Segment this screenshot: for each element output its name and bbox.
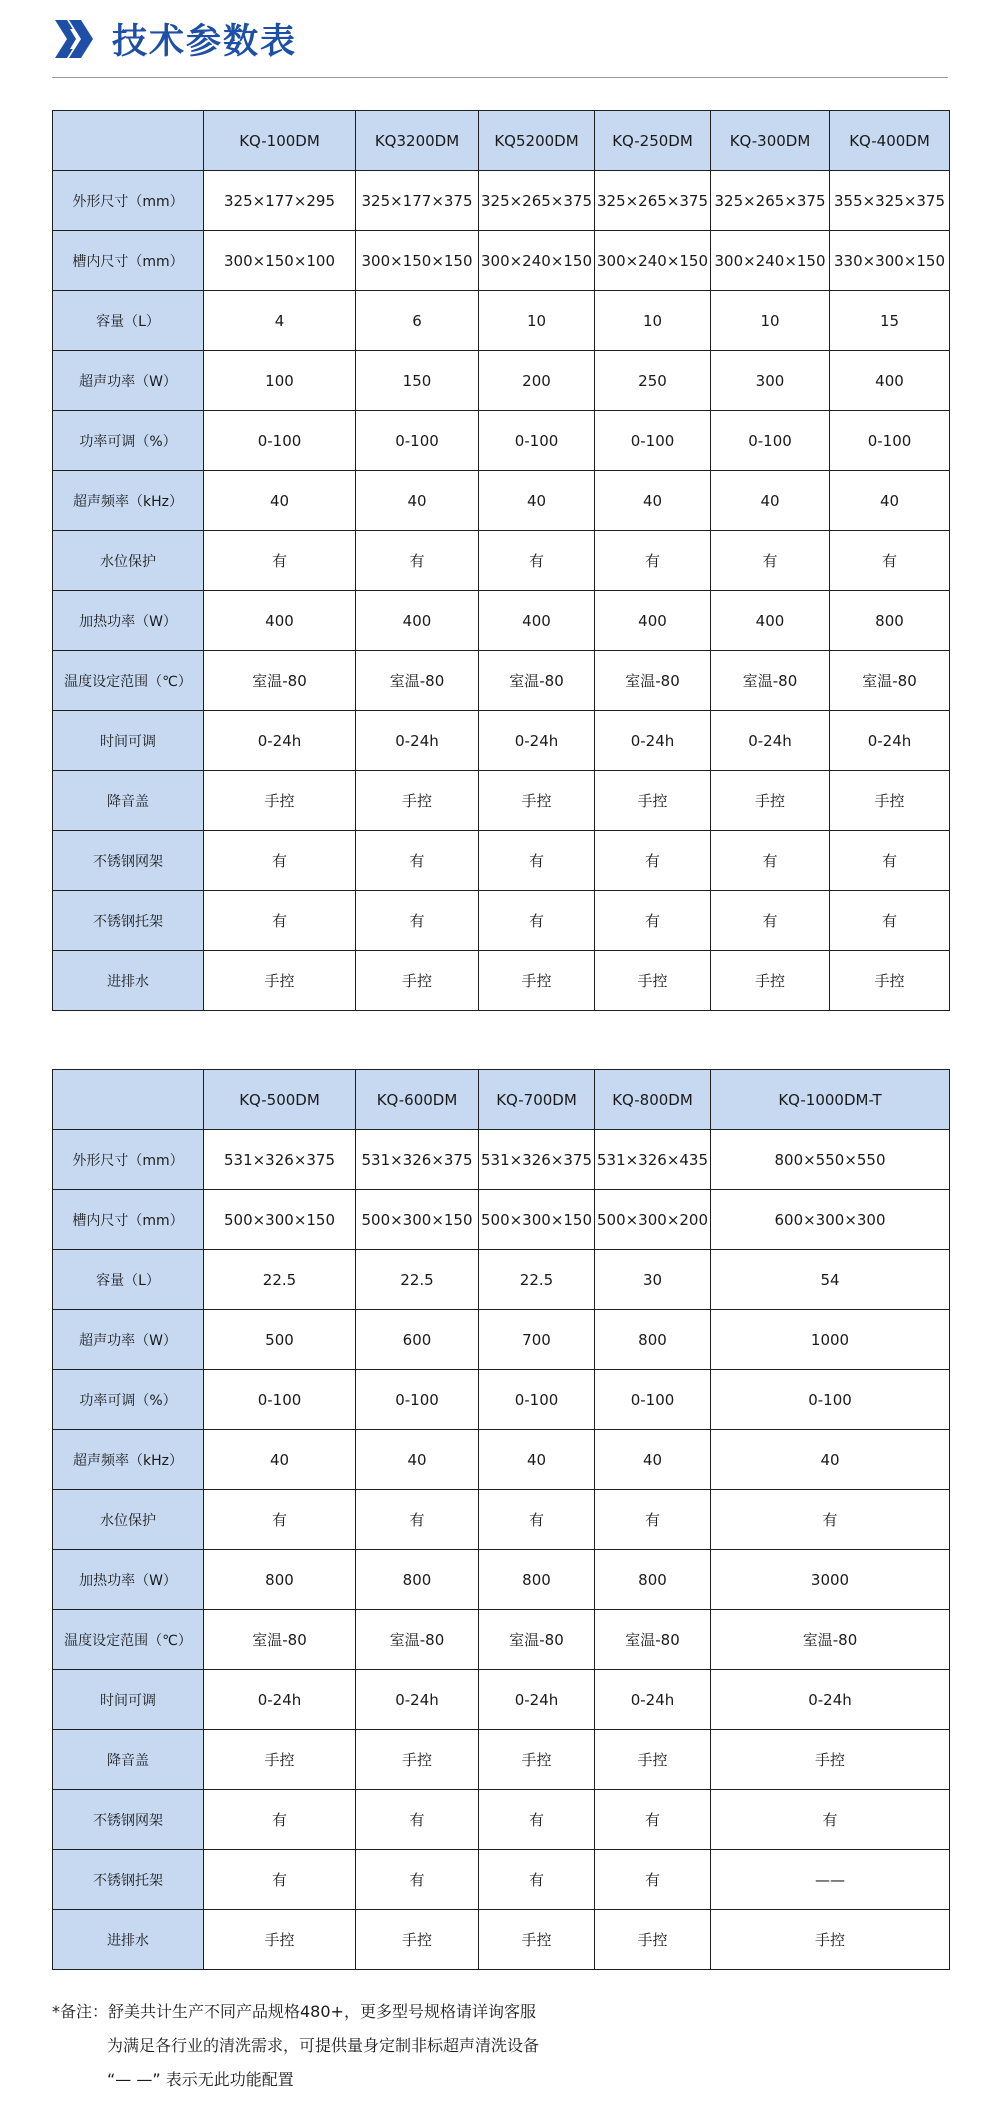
value-cell: 有 (356, 831, 479, 891)
row-label-cell: 温度设定范围（℃） (53, 1610, 204, 1670)
table-row (53, 411, 950, 471)
row-label-cell: 时间可调 (53, 711, 204, 771)
value-cell: 15 (830, 291, 950, 351)
value-cell: 531×326×435 (595, 1130, 711, 1190)
value-cell: 500×300×150 (204, 1190, 356, 1250)
value-cell: 有 (711, 891, 830, 951)
row-label-cell: 容量（L） (53, 291, 204, 351)
value-cell: 手控 (595, 1910, 711, 1970)
value-cell: 手控 (356, 1910, 479, 1970)
value-cell: 4 (204, 291, 356, 351)
value-cell: 3000 (711, 1550, 950, 1610)
value-cell: 22.5 (356, 1250, 479, 1310)
value-cell: 300×240×150 (479, 231, 595, 291)
row-label-cell: 超声频率（kHz） (53, 1430, 204, 1490)
value-cell: 0-24h (711, 1670, 950, 1730)
value-cell: 手控 (204, 1730, 356, 1790)
corner-cell (53, 1070, 204, 1130)
row-label-cell: 超声频率（kHz） (53, 471, 204, 531)
value-cell: 0-24h (204, 711, 356, 771)
model-header-cell: KQ-1000DM-T (711, 1070, 950, 1130)
value-cell: 700 (479, 1310, 595, 1370)
value-cell: 200 (479, 351, 595, 411)
value-cell: 0-24h (595, 711, 711, 771)
value-cell: 有 (356, 891, 479, 951)
value-cell: 400 (356, 591, 479, 651)
table-row (53, 231, 950, 291)
model-header-cell: KQ5200DM (479, 111, 595, 171)
value-cell: 150 (356, 351, 479, 411)
value-cell: 6 (356, 291, 479, 351)
value-cell: 有 (356, 531, 479, 591)
value-cell: 10 (595, 291, 711, 351)
value-cell: 531×326×375 (356, 1130, 479, 1190)
value-cell: 室温-80 (595, 651, 711, 711)
value-cell: 有 (711, 1790, 950, 1850)
value-cell: 500 (204, 1310, 356, 1370)
value-cell: 0-100 (356, 1370, 479, 1430)
model-header-cell: KQ-500DM (204, 1070, 356, 1130)
value-cell: 1000 (711, 1310, 950, 1370)
row-label-cell: 容量（L） (53, 1250, 204, 1310)
value-cell: 手控 (204, 771, 356, 831)
value-cell: 有 (356, 1790, 479, 1850)
value-cell: 室温-80 (830, 651, 950, 711)
row-label-cell: 时间可调 (53, 1670, 204, 1730)
value-cell: 40 (204, 1430, 356, 1490)
double-chevron-right-icon (52, 17, 96, 61)
value-cell: 手控 (479, 1730, 595, 1790)
value-cell: 800 (595, 1310, 711, 1370)
value-cell: 0-24h (830, 711, 950, 771)
value-cell: 355×325×375 (830, 171, 950, 231)
value-cell: 有 (479, 891, 595, 951)
value-cell: 手控 (830, 951, 950, 1011)
value-cell: 有 (479, 1790, 595, 1850)
value-cell: 325×177×375 (356, 171, 479, 231)
value-cell: 有 (711, 531, 830, 591)
value-cell: 40 (204, 471, 356, 531)
table-row (53, 1190, 950, 1250)
value-cell: 有 (479, 1850, 595, 1910)
table-row (53, 1430, 950, 1490)
value-cell: 室温-80 (204, 1610, 356, 1670)
value-cell: 0-24h (204, 1670, 356, 1730)
value-cell: 有 (479, 531, 595, 591)
value-cell: 325×265×375 (595, 171, 711, 231)
spec-table-1 (52, 110, 950, 1011)
value-cell: 有 (711, 1490, 950, 1550)
value-cell: 40 (356, 1430, 479, 1490)
value-cell: 手控 (711, 1910, 950, 1970)
row-label-cell: 槽内尺寸（mm） (53, 1190, 204, 1250)
model-header-cell: KQ-250DM (595, 111, 711, 171)
model-header-cell: KQ-100DM (204, 111, 356, 171)
value-cell: 手控 (711, 771, 830, 831)
value-cell: 有 (595, 1850, 711, 1910)
value-cell: 0-24h (356, 1670, 479, 1730)
model-header-cell: KQ-300DM (711, 111, 830, 171)
row-label-cell: 超声功率（W） (53, 351, 204, 411)
value-cell: —— (711, 1850, 950, 1910)
value-cell: 0-24h (479, 1670, 595, 1730)
value-cell: 800 (356, 1550, 479, 1610)
value-cell: 400 (595, 591, 711, 651)
value-cell: 手控 (356, 1730, 479, 1790)
table-row (53, 1610, 950, 1670)
value-cell: 531×326×375 (479, 1130, 595, 1190)
model-header-cell: KQ-700DM (479, 1070, 595, 1130)
table-row (53, 1910, 950, 1970)
table-row (53, 1490, 950, 1550)
value-cell: 400 (830, 351, 950, 411)
value-cell: 手控 (479, 771, 595, 831)
value-cell: 0-100 (204, 1370, 356, 1430)
value-cell: 800 (595, 1550, 711, 1610)
value-cell: 325×265×375 (711, 171, 830, 231)
value-cell: 10 (711, 291, 830, 351)
value-cell: 0-24h (595, 1670, 711, 1730)
row-label-cell: 温度设定范围（℃） (53, 651, 204, 711)
value-cell: 室温-80 (356, 1610, 479, 1670)
value-cell: 800 (204, 1550, 356, 1610)
value-cell: 30 (595, 1250, 711, 1310)
table-row (53, 531, 950, 591)
value-cell: 手控 (204, 951, 356, 1011)
table-row (53, 1730, 950, 1790)
value-cell: 室温-80 (479, 1610, 595, 1670)
table-row (53, 1790, 950, 1850)
table-row (53, 351, 950, 411)
value-cell: 40 (595, 471, 711, 531)
value-cell: 40 (830, 471, 950, 531)
table-row (53, 1670, 950, 1730)
value-cell: 0-100 (595, 411, 711, 471)
row-label-cell: 降音盖 (53, 771, 204, 831)
footnote-line: 为满足各行业的清洗需求，可提供量身定制非标超声清洗设备 (107, 2036, 540, 2055)
value-cell: 有 (595, 831, 711, 891)
value-cell: 325×265×375 (479, 171, 595, 231)
value-cell: 40 (479, 471, 595, 531)
value-cell: 300×240×150 (595, 231, 711, 291)
header-row (53, 111, 950, 171)
value-cell: 室温-80 (479, 651, 595, 711)
row-label-cell: 外形尺寸（mm） (53, 1130, 204, 1190)
value-cell: 22.5 (204, 1250, 356, 1310)
value-cell: 325×177×295 (204, 171, 356, 231)
value-cell: 100 (204, 351, 356, 411)
value-cell: 有 (204, 1850, 356, 1910)
value-cell: 0-100 (711, 1370, 950, 1430)
value-cell: 有 (204, 531, 356, 591)
value-cell: 手控 (356, 951, 479, 1011)
value-cell: 有 (830, 831, 950, 891)
value-cell: 手控 (356, 771, 479, 831)
value-cell: 40 (479, 1430, 595, 1490)
value-cell: 0-100 (204, 411, 356, 471)
value-cell: 手控 (711, 951, 830, 1011)
value-cell: 500×300×200 (595, 1190, 711, 1250)
value-cell: 有 (830, 891, 950, 951)
footnote-line: “— —” 表示无此功能配置 (107, 2070, 294, 2089)
value-cell: 有 (356, 1850, 479, 1910)
value-cell: 手控 (595, 951, 711, 1011)
model-header-cell: KQ-400DM (830, 111, 950, 171)
value-cell: 40 (595, 1430, 711, 1490)
value-cell: 有 (204, 1490, 356, 1550)
table-row (53, 831, 950, 891)
value-cell: 0-100 (479, 1370, 595, 1430)
value-cell: 600×300×300 (711, 1190, 950, 1250)
value-cell: 800 (479, 1550, 595, 1610)
table-row (53, 711, 950, 771)
value-cell: 室温-80 (711, 1610, 950, 1670)
table-row (53, 1130, 950, 1190)
value-cell: 手控 (711, 1730, 950, 1790)
value-cell: 手控 (595, 771, 711, 831)
value-cell: 22.5 (479, 1250, 595, 1310)
value-cell: 400 (204, 591, 356, 651)
value-cell: 0-100 (595, 1370, 711, 1430)
table-row (53, 1850, 950, 1910)
value-cell: 500×300×150 (356, 1190, 479, 1250)
row-label-cell: 不锈钢托架 (53, 891, 204, 951)
value-cell: 250 (595, 351, 711, 411)
value-cell: 400 (479, 591, 595, 651)
table-row (53, 471, 950, 531)
value-cell: 40 (711, 1430, 950, 1490)
value-cell: 400 (711, 591, 830, 651)
value-cell: 室温-80 (595, 1610, 711, 1670)
value-cell: 800 (830, 591, 950, 651)
value-cell: 10 (479, 291, 595, 351)
value-cell: 有 (595, 1490, 711, 1550)
model-header-cell: KQ-800DM (595, 1070, 711, 1130)
row-label-cell: 水位保护 (53, 1490, 204, 1550)
row-label-cell: 不锈钢网架 (53, 831, 204, 891)
value-cell: 300×150×100 (204, 231, 356, 291)
table-row (53, 591, 950, 651)
page-header (52, 14, 297, 64)
value-cell: 500×300×150 (479, 1190, 595, 1250)
table-row (53, 951, 950, 1011)
row-label-cell: 加热功率（W） (53, 1550, 204, 1610)
value-cell: 手控 (595, 1730, 711, 1790)
value-cell: 手控 (479, 1910, 595, 1970)
value-cell: 有 (595, 531, 711, 591)
value-cell: 0-100 (356, 411, 479, 471)
table-row (53, 291, 950, 351)
value-cell: 300×150×150 (356, 231, 479, 291)
value-cell: 531×326×375 (204, 1130, 356, 1190)
spec-table-2 (52, 1069, 950, 1970)
row-label-cell: 进排水 (53, 1910, 204, 1970)
row-label-cell: 降音盖 (53, 1730, 204, 1790)
value-cell: 0-24h (711, 711, 830, 771)
row-label-cell: 超声功率（W） (53, 1310, 204, 1370)
value-cell: 600 (356, 1310, 479, 1370)
value-cell: 手控 (204, 1910, 356, 1970)
row-label-cell: 进排水 (53, 951, 204, 1011)
row-label-cell: 外形尺寸（mm） (53, 171, 204, 231)
value-cell: 有 (595, 891, 711, 951)
row-label-cell: 不锈钢网架 (53, 1790, 204, 1850)
value-cell: 0-100 (479, 411, 595, 471)
value-cell: 有 (204, 1790, 356, 1850)
value-cell: 0-24h (356, 711, 479, 771)
model-header-cell: KQ-600DM (356, 1070, 479, 1130)
value-cell: 54 (711, 1250, 950, 1310)
row-label-cell: 功率可调（%） (53, 1370, 204, 1430)
value-cell: 330×300×150 (830, 231, 950, 291)
table-row (53, 1550, 950, 1610)
value-cell: 300 (711, 351, 830, 411)
table-row (53, 1310, 950, 1370)
value-cell: 有 (204, 891, 356, 951)
value-cell: 有 (204, 831, 356, 891)
value-cell: 300×240×150 (711, 231, 830, 291)
header-row (53, 1070, 950, 1130)
value-cell: 室温-80 (711, 651, 830, 711)
row-label-cell: 不锈钢托架 (53, 1850, 204, 1910)
value-cell: 800×550×550 (711, 1130, 950, 1190)
value-cell: 有 (711, 831, 830, 891)
value-cell: 室温-80 (356, 651, 479, 711)
value-cell: 有 (595, 1790, 711, 1850)
corner-cell (53, 111, 204, 171)
value-cell: 手控 (479, 951, 595, 1011)
table-row (53, 651, 950, 711)
value-cell: 有 (830, 531, 950, 591)
row-label-cell: 加热功率（W） (53, 591, 204, 651)
value-cell: 有 (479, 1490, 595, 1550)
value-cell: 0-100 (711, 411, 830, 471)
table-row (53, 891, 950, 951)
value-cell: 0-100 (830, 411, 950, 471)
row-label-cell: 功率可调（%） (53, 411, 204, 471)
table-row (53, 1250, 950, 1310)
value-cell: 手控 (830, 771, 950, 831)
value-cell: 有 (356, 1490, 479, 1550)
footnotes (52, 1995, 539, 2097)
value-cell: 40 (711, 471, 830, 531)
value-cell: 室温-80 (204, 651, 356, 711)
table-row (53, 171, 950, 231)
row-label-cell: 槽内尺寸（mm） (53, 231, 204, 291)
value-cell: 0-24h (479, 711, 595, 771)
value-cell: 40 (356, 471, 479, 531)
footnote-line: *备注：舒美共计生产不同产品规格480+，更多型号规格请详询客服 (52, 2002, 536, 2021)
page-title: 技术参数表 (112, 22, 298, 62)
table-row (53, 1370, 950, 1430)
title-divider (52, 77, 948, 78)
table-row (53, 771, 950, 831)
model-header-cell: KQ3200DM (356, 111, 479, 171)
value-cell: 有 (479, 831, 595, 891)
row-label-cell: 水位保护 (53, 531, 204, 591)
